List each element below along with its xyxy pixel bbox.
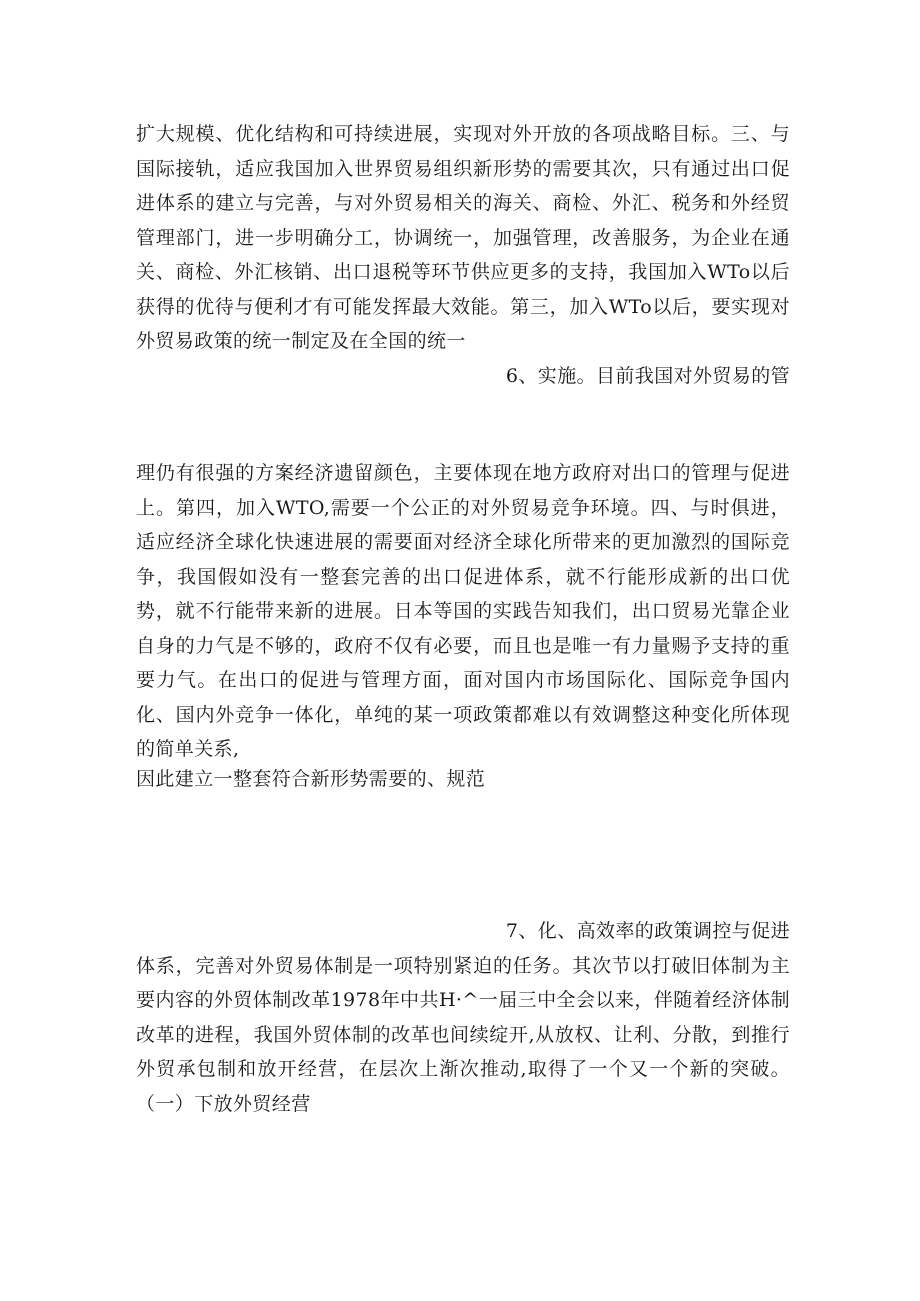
section-heading-6: 6、实施。目前我国对外贸易的管 xyxy=(505,364,790,387)
section-heading-7: 7、化、高效率的政策调控与促进 xyxy=(505,920,790,942)
paragraph-2: 理仍有很强的方案经济遗留颜色，主要体现在地方政府对出口的管理与促进上。第四，加入WTO,需要一个公正的对外贸易竞争环境。四、与时俱进，适应经济全球化快速进展的需要面对经济全球化所带来的更加激烈的国际竞争，我国假如没有一整套完善的出口促进体系，就不行能形成新的出口优势，就不行能带来新的进展。日本等国的实践告知我们，出口贸易光靠企业自身的力气是不够的，政府不仅有必要，而且也是唯一有力量赐予支持的重要力气。在出口的促进与管理方面，面对国内市场国际化、国际竞争国内化、国内外竞争一体化，单纯的某一项政策都难以有效调整这种变化所体现的简单关系, xyxy=(136,462,790,760)
paragraph-1: 扩大规模、优化结构和可持续进展，实现对外开放的各项战略目标。三、与国际接轨，适应我国加入世界贸易组织新形势的需要其次，只有通过出口促进体系的建立与完善，与对外贸易相关的海关、商检、外汇、税务和外经贸管理部门，进一步明确分工，协调统一，加强管理，改善服务，为企业在通关、商检、外汇核销、出口退税等环节供应更多的支持，我国加入WTo以后获得的优待与便利才有可能发挥最大效能。第三，加入WTo以后，要实现对外贸易政策的统一制定及在全国的统一 xyxy=(136,123,790,352)
text-block-3 xyxy=(136,914,790,1121)
text-block-1 xyxy=(136,117,790,393)
paragraph-2-tail: 因此建立一整套符合新形势需要的、规范 xyxy=(136,767,486,790)
text-block-2 xyxy=(136,456,790,791)
paragraph-3: 体系，完善对外贸易体制是一项特别紧迫的任务。其次节以打破旧体制为主要内容的外贸体制改革1978年中共H·^一届三中全会以来，伴随着经济体制改革的进程，我国外贸体制的改革也间续绽开,从放权、让利、分散，到推行外贸承包制和放开经营，在层次上渐次推动,取得了一个又一个新的突破。（一）下放外贸经营 xyxy=(136,954,790,1115)
